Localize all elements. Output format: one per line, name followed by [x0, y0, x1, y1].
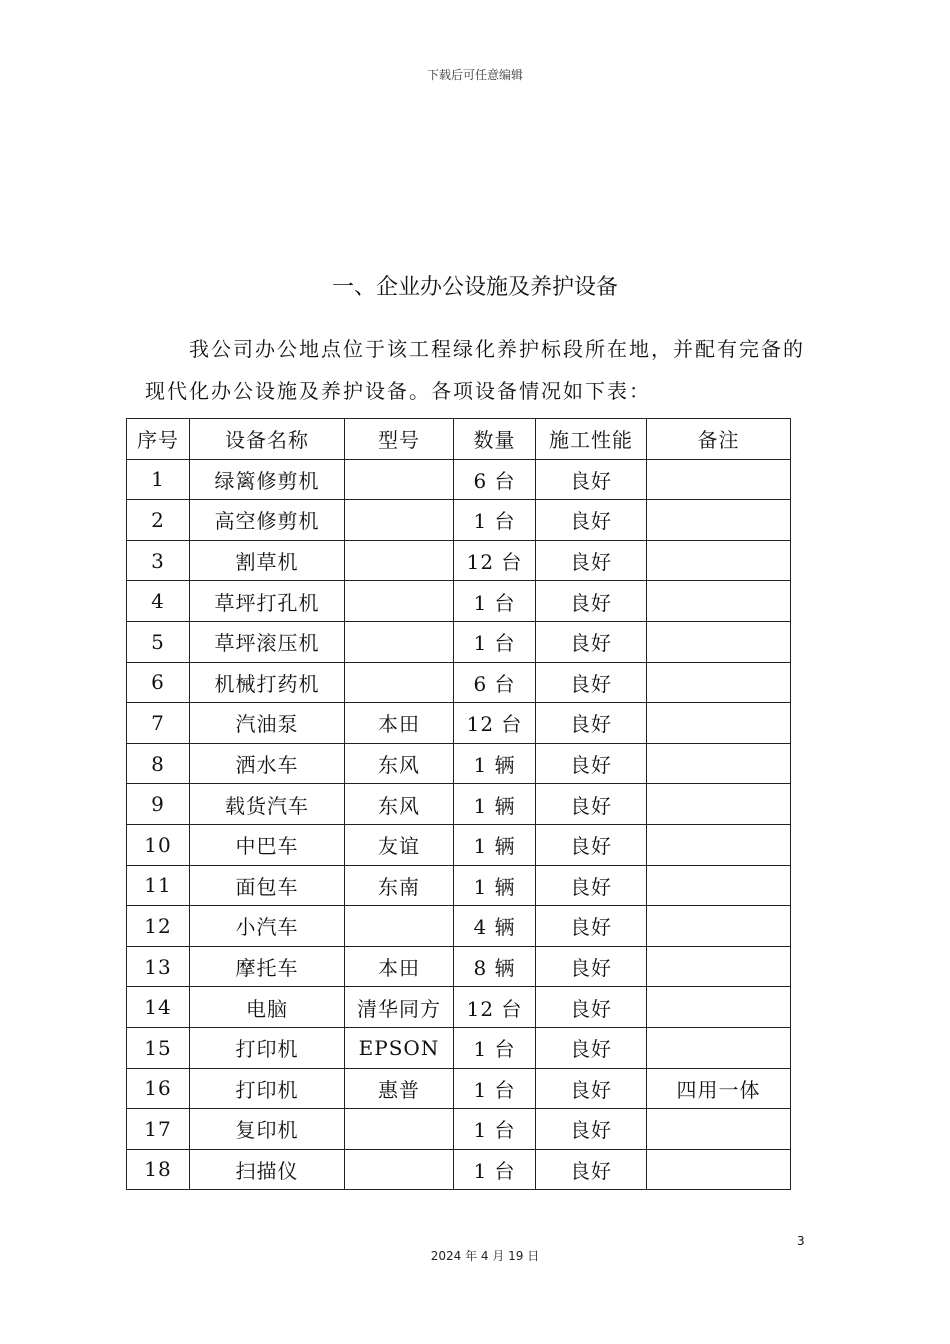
cell-index: 1	[127, 459, 190, 500]
cell-name: 打印机	[190, 1068, 345, 1109]
cell-remarks	[647, 784, 791, 825]
table-row	[127, 906, 791, 947]
section-title: 一、企业办公设施及养护设备	[331, 275, 618, 300]
cell-performance: 良好	[536, 459, 647, 500]
cell-quantity: 4 辆	[454, 906, 536, 947]
cell-remarks	[647, 906, 791, 947]
cell-performance: 良好	[536, 987, 647, 1028]
cell-index: 9	[127, 784, 190, 825]
cell-performance: 良好	[536, 865, 647, 906]
cell-model	[345, 1149, 454, 1190]
cell-model	[345, 581, 454, 622]
cell-index: 12	[127, 906, 190, 947]
cell-quantity: 1 台	[454, 621, 536, 662]
cell-model	[345, 459, 454, 500]
cell-performance: 良好	[536, 743, 647, 784]
table-row	[127, 1109, 791, 1150]
cell-performance: 良好	[536, 500, 647, 541]
cell-performance: 良好	[536, 703, 647, 744]
header-cell-index: 序号	[127, 419, 190, 460]
cell-performance: 良好	[536, 906, 647, 947]
cell-quantity: 1 辆	[454, 784, 536, 825]
cell-quantity: 1 辆	[454, 865, 536, 906]
cell-remarks	[647, 703, 791, 744]
cell-quantity: 1 台	[454, 1149, 536, 1190]
table-row	[127, 743, 791, 784]
cell-quantity: 1 台	[454, 1027, 536, 1068]
cell-performance: 良好	[536, 1068, 647, 1109]
cell-performance: 良好	[536, 784, 647, 825]
cell-quantity: 1 台	[454, 500, 536, 541]
cell-name: 面包车	[190, 865, 345, 906]
table-row	[127, 459, 791, 500]
cell-quantity: 12 台	[454, 703, 536, 744]
cell-index: 13	[127, 946, 190, 987]
cell-name: 高空修剪机	[190, 500, 345, 541]
cell-index: 7	[127, 703, 190, 744]
cell-model: 清华同方	[345, 987, 454, 1028]
cell-remarks	[647, 662, 791, 703]
cell-remarks	[647, 459, 791, 500]
cell-name: 汽油泵	[190, 703, 345, 744]
cell-index: 18	[127, 1149, 190, 1190]
page-number: 3	[797, 1234, 805, 1248]
cell-performance: 良好	[536, 662, 647, 703]
cell-remarks	[647, 865, 791, 906]
cell-remarks	[647, 824, 791, 865]
cell-remarks	[647, 581, 791, 622]
cell-remarks: 四用一体	[647, 1068, 791, 1109]
cell-name: 载货汽车	[190, 784, 345, 825]
cell-quantity: 1 台	[454, 1068, 536, 1109]
intro-paragraph	[145, 328, 810, 412]
cell-index: 3	[127, 540, 190, 581]
cell-quantity: 12 台	[454, 987, 536, 1028]
cell-quantity: 6 台	[454, 459, 536, 500]
table-row	[127, 987, 791, 1028]
cell-model: 本田	[345, 703, 454, 744]
cell-model: 东风	[345, 784, 454, 825]
cell-name: 草坪滚压机	[190, 621, 345, 662]
cell-index: 16	[127, 1068, 190, 1109]
cell-name: 绿篱修剪机	[190, 459, 345, 500]
table-row	[127, 1027, 791, 1068]
cell-remarks	[647, 621, 791, 662]
table-row	[127, 662, 791, 703]
table-row	[127, 865, 791, 906]
cell-model: 东风	[345, 743, 454, 784]
header-cell-model: 型号	[345, 419, 454, 460]
cell-index: 6	[127, 662, 190, 703]
cell-remarks	[647, 1149, 791, 1190]
cell-model	[345, 540, 454, 581]
cell-model: EPSON	[345, 1027, 454, 1068]
table-header-row	[127, 419, 791, 460]
cell-name: 中巴车	[190, 824, 345, 865]
cell-model: 友谊	[345, 824, 454, 865]
cell-performance: 良好	[536, 621, 647, 662]
cell-quantity: 8 辆	[454, 946, 536, 987]
cell-name: 复印机	[190, 1109, 345, 1150]
cell-quantity: 1 台	[454, 1109, 536, 1150]
cell-remarks	[647, 540, 791, 581]
cell-remarks	[647, 946, 791, 987]
cell-index: 15	[127, 1027, 190, 1068]
table-row	[127, 1149, 791, 1190]
cell-name: 摩托车	[190, 946, 345, 987]
cell-model	[345, 500, 454, 541]
table-row	[127, 703, 791, 744]
table-row	[127, 540, 791, 581]
table-row	[127, 621, 791, 662]
header-cell-performance: 施工性能	[536, 419, 647, 460]
cell-remarks	[647, 1109, 791, 1150]
cell-name: 电脑	[190, 987, 345, 1028]
header-cell-remarks: 备注	[647, 419, 791, 460]
cell-performance: 良好	[536, 581, 647, 622]
header-cell-quantity: 数量	[454, 419, 536, 460]
cell-index: 17	[127, 1109, 190, 1150]
table-row	[127, 500, 791, 541]
cell-performance: 良好	[536, 1109, 647, 1150]
table-row	[127, 824, 791, 865]
equipment-table	[126, 418, 791, 1190]
cell-index: 8	[127, 743, 190, 784]
table-row	[127, 581, 791, 622]
footer-date: 2024 年 4 月 19 日	[430, 1249, 540, 1263]
table-body	[127, 459, 791, 1190]
cell-performance: 良好	[536, 540, 647, 581]
cell-quantity: 12 台	[454, 540, 536, 581]
cell-performance: 良好	[536, 946, 647, 987]
cell-index: 4	[127, 581, 190, 622]
cell-quantity: 1 台	[454, 581, 536, 622]
cell-name: 机械打药机	[190, 662, 345, 703]
cell-model	[345, 662, 454, 703]
cell-remarks	[647, 500, 791, 541]
cell-remarks	[647, 1027, 791, 1068]
table-row	[127, 1068, 791, 1109]
cell-name: 打印机	[190, 1027, 345, 1068]
cell-name: 洒水车	[190, 743, 345, 784]
table-row	[127, 784, 791, 825]
header-cell-name: 设备名称	[190, 419, 345, 460]
cell-model	[345, 621, 454, 662]
cell-name: 扫描仪	[190, 1149, 345, 1190]
cell-performance: 良好	[536, 1027, 647, 1068]
cell-quantity: 1 辆	[454, 824, 536, 865]
intro-text: 我公司办公地点位于该工程绿化养护标段所在地，并配有完备的现代化办公设施及养护设备。各项设备情况如下表：	[145, 337, 805, 403]
cell-index: 11	[127, 865, 190, 906]
cell-performance: 良好	[536, 1149, 647, 1190]
cell-model	[345, 906, 454, 947]
cell-name: 小汽车	[190, 906, 345, 947]
cell-model: 本田	[345, 946, 454, 987]
cell-name: 割草机	[190, 540, 345, 581]
cell-quantity: 1 辆	[454, 743, 536, 784]
header-note: 下载后可任意编辑	[426, 68, 523, 82]
table-row	[127, 946, 791, 987]
cell-remarks	[647, 743, 791, 784]
cell-index: 10	[127, 824, 190, 865]
cell-performance: 良好	[536, 824, 647, 865]
cell-remarks	[647, 987, 791, 1028]
cell-index: 5	[127, 621, 190, 662]
cell-name: 草坪打孔机	[190, 581, 345, 622]
cell-quantity: 6 台	[454, 662, 536, 703]
cell-model: 惠普	[345, 1068, 454, 1109]
cell-model: 东南	[345, 865, 454, 906]
cell-index: 2	[127, 500, 190, 541]
cell-index: 14	[127, 987, 190, 1028]
cell-model	[345, 1109, 454, 1150]
